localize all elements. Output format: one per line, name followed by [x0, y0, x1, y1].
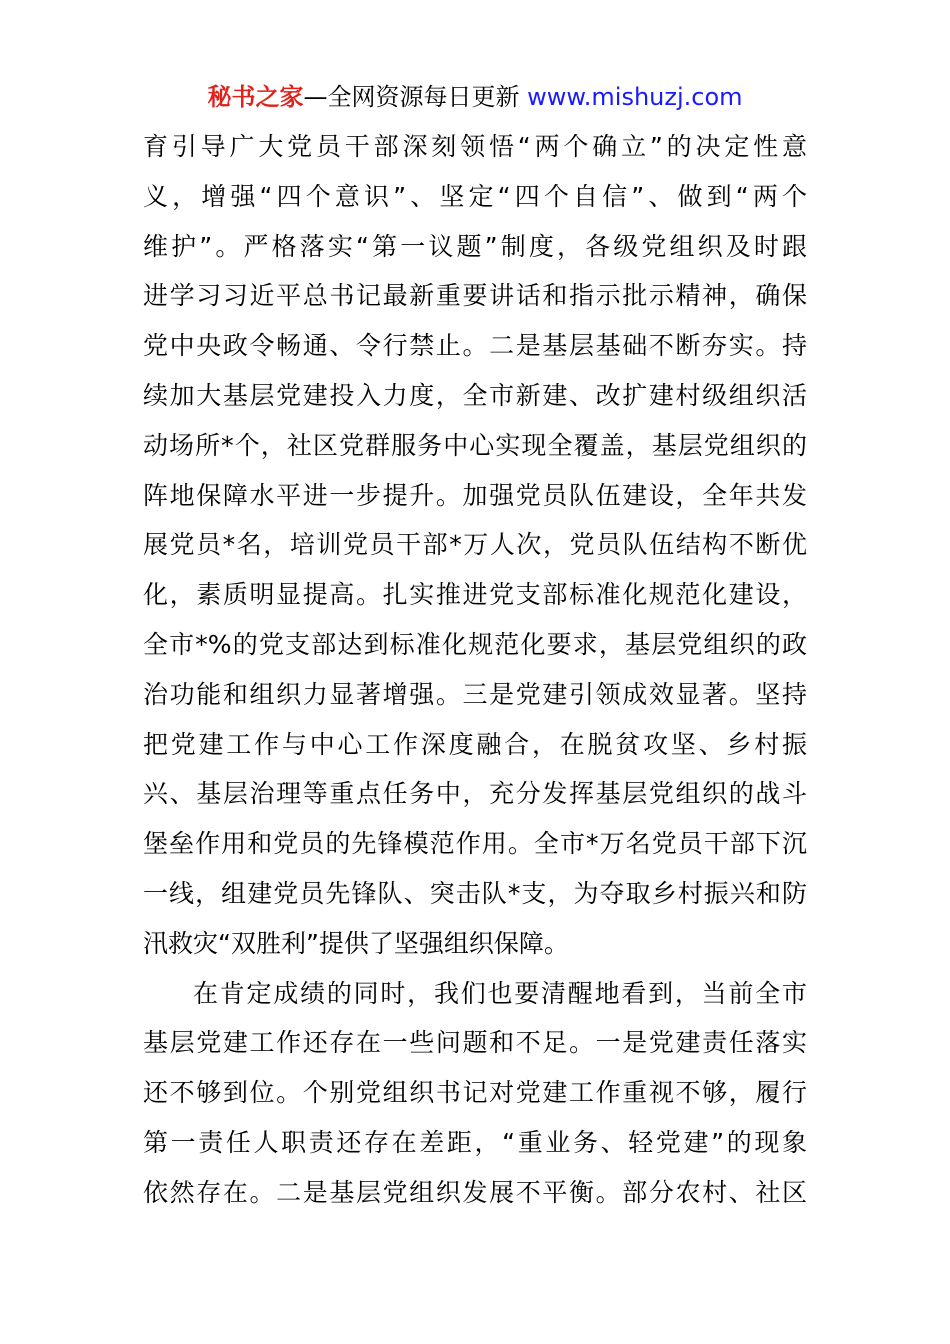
site-url: www.mishuzj.com: [527, 83, 743, 111]
text-line: 第一责任人职责还存在差距，“重业务、轻党建”的现象: [143, 1127, 807, 1157]
text-line: 一线，组建党员先锋队、突击队*支，为夺取乡村振兴和防: [143, 878, 807, 908]
text-line: 依然存在。二是基层党组织发展不平衡。部分农村、社区: [143, 1177, 807, 1207]
site-watermark-header: [0, 80, 950, 114]
brand-name: 秘书之家: [207, 83, 304, 111]
text-line: 维护”。严格落实“第一议题”制度，各级党组织及时跟: [143, 231, 807, 261]
brand-tagline: —全网资源每日更新: [303, 83, 528, 111]
text-line: 育引导广大党员干部深刻领悟“两个确立”的决定性意: [143, 132, 807, 161]
text-line: 治功能和组织力显著增强。三是党建引领成效显著。坚持: [143, 679, 807, 709]
text-line: 兴、基层治理等重点任务中，充分发挥基层党组织的战斗: [143, 779, 807, 809]
paragraph-1: [143, 122, 807, 969]
paragraph-2: [143, 969, 807, 1218]
text-line: 还不够到位。个别党组织书记对党建工作重视不够，履行: [143, 1078, 807, 1108]
text-line: 全市*%的党支部达到标准化规范化要求，基层党组织的政: [143, 629, 807, 659]
text-line: 基层党建工作还存在一些问题和不足。一是党建责任落实: [143, 1028, 807, 1058]
text-line: 把党建工作与中心工作深度融合，在脱贫攻坚、乡村振: [143, 729, 807, 759]
text-line: 进学习习近平总书记最新重要讲话和指示批示精神，确保: [143, 281, 807, 311]
text-line: 续加大基层党建投入力度，全市新建、改扩建村级组织活: [143, 380, 807, 410]
text-line: 动场所*个，社区党群服务中心实现全覆盖，基层党组织的: [143, 430, 807, 460]
text-line: 堡垒作用和党员的先锋模范作用。全市*万名党员干部下沉: [143, 829, 807, 859]
text-line: 党中央政令畅通、令行禁止。二是基层基础不断夯实。持: [143, 331, 807, 361]
document-body: [143, 122, 807, 1218]
text-line: 汛救灾“双胜利”提供了坚强组织保障。: [143, 928, 569, 958]
text-line: 展党员*名，培训党员干部*万人次，党员队伍结构不断优: [143, 530, 807, 560]
text-line: 在肯定成绩的同时，我们也要清醒地看到，当前全市: [193, 978, 807, 1008]
text-line: 义，增强“四个意识”、坚定“四个自信”、做到“两个: [143, 181, 807, 211]
text-line: 化，素质明显提高。扎实推进党支部标准化规范化建设，: [143, 580, 807, 610]
text-line: 阵地保障水平进一步提升。加强党员队伍建设，全年共发: [143, 480, 807, 510]
